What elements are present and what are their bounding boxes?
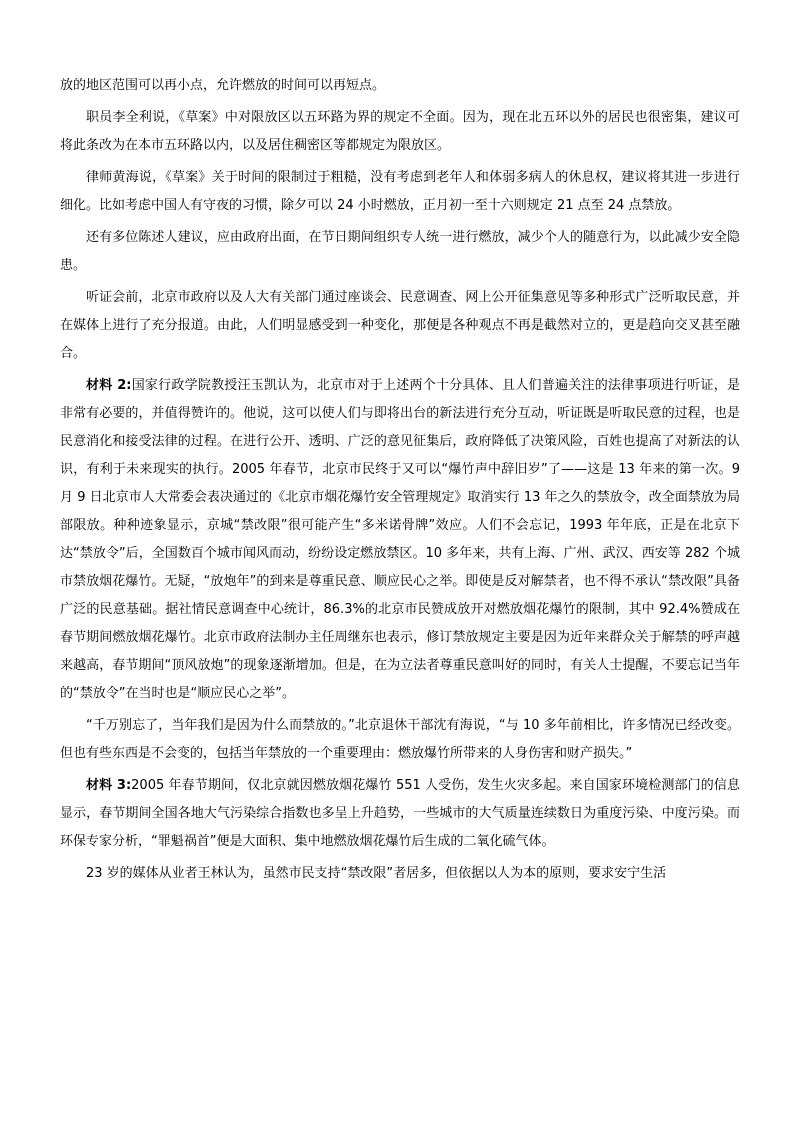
paragraph-text: 还有多位陈述人建议，应由政府出面，在节日期间组织专人统一进行燃放，减少个人的随意行为，以此减少安全隐患。 <box>60 230 740 273</box>
paragraph-text: 23 岁的媒体从业者王林认为，虽然市民支持“禁改限”者居多，但依据以人为本的原则，要求安宁生活 <box>86 866 667 881</box>
material-label: 材料 2: <box>86 378 132 393</box>
paragraph <box>60 72 740 100</box>
paragraph-text: 放的地区范围可以再小点，允许燃放的时间可以再短点。 <box>60 78 386 93</box>
paragraph <box>60 284 740 368</box>
paragraph <box>60 164 740 220</box>
paragraph-text: 职员李全利说，《草案》中对限放区以五环路为界的规定不全面。因为，现在北五环以外的居民也很密集，建议可将此条改为在本市五环路以内，以及居住稠密区等都规定为限放区。 <box>60 110 740 153</box>
paragraph-text: 国家行政学院教授汪玉凯认为，北京市对于上述两个十分具体、且人们普遍关注的法律事项进行听证，是非常有必要的，并值得赞许的。他说，这可以使人们与即将出台的新法进行充分互动，听证既是听取民意的过程，也是民意消化和接受法律的过程。在进行公开、透明、广泛的意见征集后，政府降低了决策风险，百姓也提高了对新法的认识，有利于未来现实的执行。2005 年春节，北京市民终于又可以“爆竹声中辞旧岁”了——这是 13 年来的第一次。9 月 9 日北京市人大常委会表决通过的《北京市烟花爆竹安全管理规定》取消实行 13 年之久的禁放令，改全面禁放为局部限放。种种迹象显示，京城“禁改限”很可能产生“多米诺骨牌”效应。人们不会忘记，1993 年年底，正是在北京下达“禁放令”后，全国数百个城市闻风而动，纷纷设定燃放禁区。10 多年来，共有上海、广州、武汉、西安等 282 个城市禁放烟花爆竹。无疑，“放炮年”的到来是尊重民意、顺应民心之举。即使是反对解禁者，也不得不承认“禁改限”具备广泛的民意基础。据社情民意调查中心统计，86.3%的北京市民赞成放开对燃放烟花爆竹的限制，其中 92.4%赞成在春节期间燃放烟花爆竹。北京市政府法制办主任周继东也表示，修订禁放规定主要是因为近年来群众关于解禁的呼声越来越高，春节期间“顶风放炮”的现象逐渐增加。但是，在为立法者尊重民意叫好的同时，有关人士提醒，不要忘记当年的“禁放令”在当时也是“顺应民心之举”。 <box>60 378 740 701</box>
paragraph <box>60 104 740 160</box>
material-label: 材料 3: <box>86 778 132 793</box>
paragraph <box>60 372 740 708</box>
paragraph <box>60 224 740 280</box>
paragraph-text: “千万别忘了，当年我们是因为什么而禁放的。”北京退休干部沈有海说，“与 10 多年前相比，许多情况已经改变。但也有些东西是不会变的，包括当年禁放的一个重要理由：燃放爆竹所带来的人身伤害和财产损失。” <box>60 718 740 761</box>
document-page <box>60 72 740 892</box>
paragraph-text: 律师黄海说，《草案》关于时间的限制过于粗糙，没有考虑到老年人和体弱多病人的休息权，建议将其进一步进行细化。比如考虑中国人有守夜的习惯，除夕可以 24 小时燃放，正月初一至十六则规定 21 点至 24 点禁放。 <box>60 170 740 213</box>
paragraph <box>60 712 740 768</box>
paragraph-text: 听证会前，北京市政府以及人大有关部门通过座谈会、民意调查、网上公开征集意见等多种形式广泛听取民意，并在媒体上进行了充分报道。由此，人们明显感受到一种变化，那便是各种观点不再是截然对立的，更是趋向交叉甚至融合。 <box>60 290 740 361</box>
paragraph <box>60 772 740 856</box>
paragraph <box>60 860 740 888</box>
paragraph-text: 2005 年春节期间，仅北京就因燃放烟花爆竹 551 人受伤，发生火灾多起。来自国家环境检测部门的信息显示，春节期间全国各地大气污染综合指数也多呈上升趋势，一些城市的大气质量连续数日为重度污染、中度污染。而环保专家分析，“罪魁祸首”便是大面积、集中地燃放烟花爆竹后生成的二氧化硫气体。 <box>60 778 740 849</box>
